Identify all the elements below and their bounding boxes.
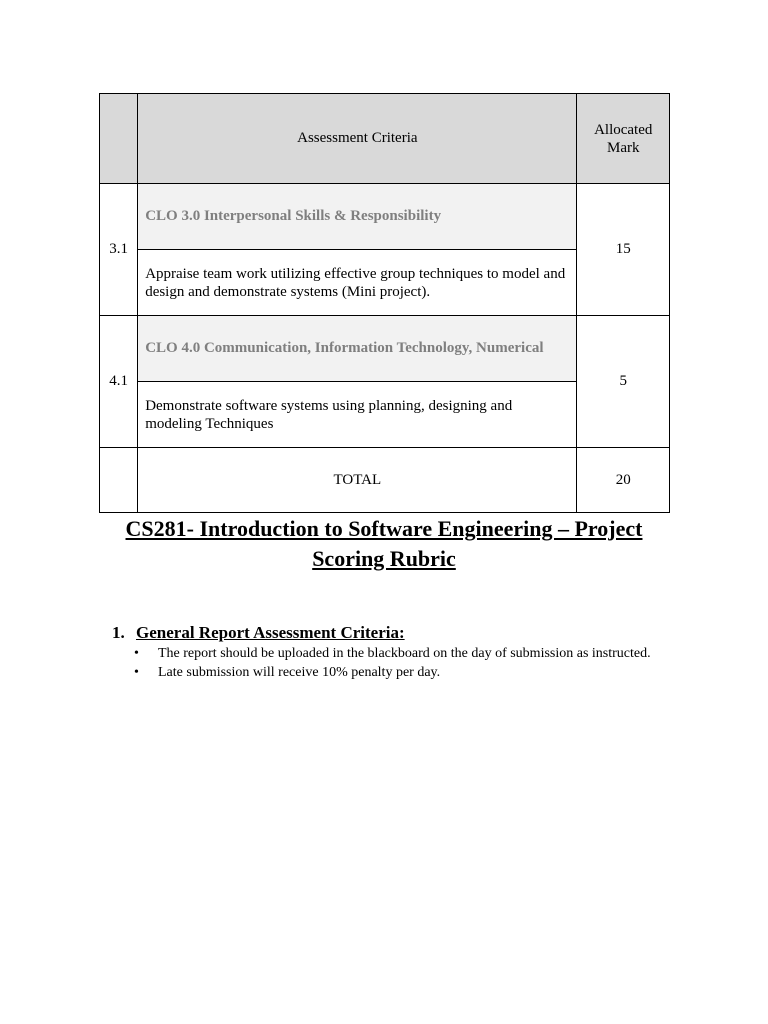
row-number-cell: 4.1: [100, 316, 138, 448]
clo-title-cell: CLO 4.0 Communication, Information Technology, Numerical: [138, 316, 577, 382]
bullet-text: The report should be uploaded in the blackboard on the day of submission as instructed.: [158, 646, 651, 661]
rubric-table: [99, 93, 670, 513]
list-item: [112, 644, 672, 663]
total-mark-cell: 20: [577, 448, 670, 513]
total-number-cell: [100, 448, 138, 513]
row-number-cell: 3.1: [100, 184, 138, 316]
header-mark-line2: Mark: [606, 139, 640, 156]
row-mark-cell: 5: [577, 316, 670, 448]
header-mark-line1: Allocated: [594, 121, 653, 138]
table-header-row: [100, 94, 670, 184]
bullet-icon: •: [134, 665, 139, 680]
clo-title-cell: CLO 3.0 Interpersonal Skills & Responsibility: [138, 184, 577, 250]
table-row: [100, 316, 670, 382]
criteria-bullet-list: [112, 644, 672, 682]
bullet-icon: •: [134, 646, 139, 661]
general-report-section: [112, 622, 672, 682]
header-number-cell: [100, 94, 138, 184]
header-criteria-cell: Assessment Criteria: [138, 94, 577, 184]
document-title: CS281- Introduction to Software Engineering – Project Scoring Rubric: [125, 516, 643, 571]
row-mark-cell: 15: [577, 184, 670, 316]
criteria-description-cell: Demonstrate software systems using planning, designing and modeling Techniques: [138, 382, 577, 448]
section-heading: [112, 622, 672, 644]
section-heading-label: General Report Assessment Criteria:: [136, 623, 405, 642]
criteria-description-cell: Appraise team work utilizing effective group techniques to model and design and demonstrate systems (Mini project).: [138, 250, 577, 316]
list-item: [112, 663, 672, 682]
total-label-cell: TOTAL: [138, 448, 577, 513]
total-row: [100, 448, 670, 513]
section-number: 1.: [112, 623, 125, 642]
header-mark-cell: [577, 94, 670, 184]
bullet-text: Late submission will receive 10% penalty per day.: [158, 665, 441, 680]
table-row: [100, 184, 670, 250]
